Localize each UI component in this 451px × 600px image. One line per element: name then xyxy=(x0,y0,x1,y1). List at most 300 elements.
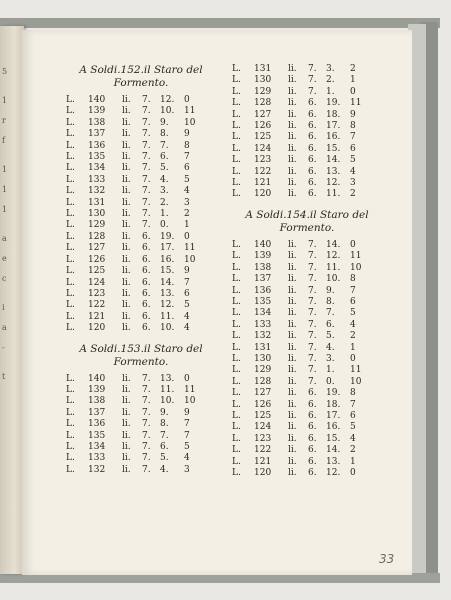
table-row xyxy=(66,243,216,254)
table-row xyxy=(232,98,382,109)
denari-value: 1 xyxy=(350,342,356,353)
lire-mark: li. xyxy=(288,109,297,120)
measure-value: 140 xyxy=(88,95,106,105)
measure-value: 134 xyxy=(88,441,106,452)
soldi-value: 0. xyxy=(160,220,169,231)
lire-value: 6. xyxy=(308,109,317,120)
lire-value: 7. xyxy=(308,262,317,273)
lira-mark: L. xyxy=(232,64,241,74)
denari-value: 2 xyxy=(184,209,190,220)
lira-mark: L. xyxy=(232,143,241,154)
measure-value: 130 xyxy=(254,75,272,86)
soldi-value: 12. xyxy=(326,468,341,478)
denari-value: 5 xyxy=(350,308,356,319)
table-row xyxy=(66,442,216,453)
measure-value: 132 xyxy=(254,331,272,342)
measure-value: 129 xyxy=(254,86,272,97)
facing-page-margin-text xyxy=(2,66,20,391)
soldi-value: 3. xyxy=(326,353,335,364)
denari-value: 5 xyxy=(184,441,190,452)
lire-mark: li. xyxy=(288,285,297,296)
measure-value: 126 xyxy=(254,399,272,410)
soldi-value: 3. xyxy=(326,64,335,74)
lire-value: 7. xyxy=(142,220,151,231)
denari-value: 9 xyxy=(350,109,356,120)
lira-mark: L. xyxy=(232,285,241,296)
lire-mark: li. xyxy=(122,288,131,299)
measure-value: 140 xyxy=(254,239,272,250)
lire-value: 6. xyxy=(142,323,151,334)
soldi-value: 4. xyxy=(326,342,335,353)
measure-value: 128 xyxy=(254,98,272,109)
lira-mark: L. xyxy=(66,117,75,128)
measure-value: 125 xyxy=(254,132,272,143)
measure-value: 121 xyxy=(88,311,106,322)
measure-value: 131 xyxy=(254,64,272,74)
lira-mark: L. xyxy=(232,166,241,177)
denari-value: 8 xyxy=(184,140,190,151)
soldi-value: 11. xyxy=(160,384,175,395)
lire-value: 6. xyxy=(308,422,317,433)
lire-value: 7. xyxy=(142,163,151,174)
lire-value: 7. xyxy=(142,396,151,407)
denari-value: 4 xyxy=(350,166,356,177)
lire-value: 6. xyxy=(308,132,317,143)
margin-mark: 1 xyxy=(2,185,8,194)
measure-value: 130 xyxy=(254,353,272,364)
denari-value: 1 xyxy=(350,456,356,467)
measure-value: 131 xyxy=(254,342,272,353)
measure-value: 132 xyxy=(88,464,106,475)
lire-mark: li. xyxy=(122,453,131,464)
soldi-value: 1. xyxy=(326,86,335,97)
measure-value: 131 xyxy=(88,197,106,208)
lire-mark: li. xyxy=(122,373,131,384)
soldi-value: 10. xyxy=(326,274,341,285)
measure-value: 138 xyxy=(254,262,272,273)
lire-value: 6. xyxy=(308,456,317,467)
lira-mark: L. xyxy=(66,288,75,299)
lire-value: 7. xyxy=(142,152,151,163)
lire-value: 7. xyxy=(142,373,151,384)
lire-mark: li. xyxy=(122,129,131,140)
lire-value: 7. xyxy=(142,419,151,430)
lire-mark: li. xyxy=(122,300,131,311)
table-row xyxy=(232,343,382,354)
lire-value: 7. xyxy=(308,331,317,342)
measure-value: 124 xyxy=(254,422,272,433)
lire-mark: li. xyxy=(122,441,131,452)
lira-mark: L. xyxy=(66,323,75,334)
measure-value: 120 xyxy=(254,468,272,478)
left-column xyxy=(66,64,216,476)
heading-line: A Soldi.154.il Staro del xyxy=(245,208,369,221)
table-row xyxy=(66,118,216,129)
denari-value: 11 xyxy=(184,106,196,117)
measure-value: 121 xyxy=(254,456,272,467)
table-row xyxy=(232,365,382,376)
soldi-value: 9. xyxy=(160,117,169,128)
table-row xyxy=(232,110,382,121)
margin-mark: 1 xyxy=(2,165,8,174)
lire-value: 7. xyxy=(308,342,317,353)
margin-mark: f xyxy=(2,136,5,145)
lira-mark: L. xyxy=(232,274,241,285)
lire-mark: li. xyxy=(288,342,297,353)
soldi-value: 13. xyxy=(160,288,175,299)
measure-value: 127 xyxy=(88,243,106,254)
denari-value: 10 xyxy=(184,117,196,128)
lire-value: 7. xyxy=(308,86,317,97)
lire-mark: li. xyxy=(122,163,131,174)
lire-mark: li. xyxy=(288,121,297,132)
denari-value: 0 xyxy=(350,239,356,250)
measure-value: 138 xyxy=(88,117,106,128)
soldi-value: 16. xyxy=(326,132,341,143)
table-heading xyxy=(66,64,216,90)
measure-value: 136 xyxy=(88,140,106,151)
measure-value: 123 xyxy=(88,288,106,299)
soldi-value: 14. xyxy=(160,277,175,288)
lire-mark: li. xyxy=(288,308,297,319)
denari-value: 4 xyxy=(184,323,190,334)
lira-mark: L. xyxy=(232,388,241,399)
denari-value: 9 xyxy=(184,407,190,418)
measure-value: 128 xyxy=(254,376,272,387)
soldi-value: 8. xyxy=(326,296,335,307)
soldi-value: 4. xyxy=(160,464,169,475)
lire-mark: li. xyxy=(122,140,131,151)
heading-line: Formento. xyxy=(279,221,335,234)
soldi-value: 14. xyxy=(326,239,341,250)
measure-value: 134 xyxy=(254,308,272,319)
lira-mark: L. xyxy=(66,197,75,208)
measure-value: 122 xyxy=(88,300,106,311)
denari-value: 6 xyxy=(350,410,356,421)
measure-value: 124 xyxy=(88,277,106,288)
lira-mark: L. xyxy=(66,441,75,452)
lire-mark: li. xyxy=(288,296,297,307)
table-row xyxy=(66,163,216,174)
heading-line: Formento. xyxy=(113,77,169,89)
measure-value: 135 xyxy=(254,296,272,307)
soldi-value: 18. xyxy=(326,109,341,120)
denari-value: 6 xyxy=(184,288,190,299)
lire-mark: li. xyxy=(122,117,131,128)
measure-value: 139 xyxy=(254,251,272,262)
denari-value: 2 xyxy=(350,331,356,342)
denari-value: 4 xyxy=(184,186,190,197)
soldi-value: 9. xyxy=(160,407,169,418)
lire-value: 7. xyxy=(308,308,317,319)
lire-value: 6. xyxy=(308,143,317,154)
margin-mark: - xyxy=(2,343,5,352)
denari-value: 5 xyxy=(350,422,356,433)
lire-mark: li. xyxy=(122,186,131,197)
lira-mark: L. xyxy=(66,163,75,174)
measure-value: 125 xyxy=(254,410,272,421)
lira-mark: L. xyxy=(232,410,241,421)
lire-value: 6. xyxy=(142,311,151,322)
lira-mark: L. xyxy=(66,277,75,288)
soldi-value: 5. xyxy=(160,163,169,174)
lire-value: 7. xyxy=(308,64,317,74)
lire-mark: li. xyxy=(288,388,297,399)
lire-value: 6. xyxy=(308,410,317,421)
soldi-value: 16. xyxy=(160,254,175,265)
denari-value: 0 xyxy=(184,95,190,105)
lire-value: 6. xyxy=(308,166,317,177)
lire-value: 7. xyxy=(142,464,151,475)
lire-value: 7. xyxy=(142,174,151,185)
lira-mark: L. xyxy=(232,239,241,250)
lire-mark: li. xyxy=(122,152,131,163)
table-row xyxy=(232,87,382,98)
measure-value: 120 xyxy=(254,189,272,200)
denari-value: 4 xyxy=(350,433,356,444)
lire-mark: li. xyxy=(288,143,297,154)
denari-value: 7 xyxy=(184,152,190,163)
table-row xyxy=(232,178,382,189)
denari-value: 4 xyxy=(184,453,190,464)
lire-mark: li. xyxy=(122,254,131,265)
lire-value: 7. xyxy=(142,95,151,105)
lira-mark: L. xyxy=(66,384,75,395)
denari-value: 6 xyxy=(350,296,356,307)
lira-mark: L. xyxy=(66,209,75,220)
lira-mark: L. xyxy=(66,174,75,185)
lire-mark: li. xyxy=(288,353,297,364)
lire-mark: li. xyxy=(288,86,297,97)
denari-value: 4 xyxy=(350,319,356,330)
lira-mark: L. xyxy=(66,266,75,277)
lira-mark: L. xyxy=(232,86,241,97)
table-row xyxy=(66,278,216,289)
measure-value: 129 xyxy=(254,365,272,376)
table-row xyxy=(66,453,216,464)
margin-mark: 1 xyxy=(2,205,8,214)
lira-mark: L. xyxy=(232,98,241,109)
table-row xyxy=(232,144,382,155)
table-row xyxy=(66,300,216,311)
table-row xyxy=(66,396,216,407)
table-row xyxy=(66,152,216,163)
lire-value: 6. xyxy=(142,231,151,242)
lira-mark: L. xyxy=(232,178,241,189)
table-row xyxy=(66,289,216,300)
lira-mark: L. xyxy=(232,75,241,86)
measure-value: 133 xyxy=(88,174,106,185)
denari-value: 8 xyxy=(350,274,356,285)
soldi-value: 12. xyxy=(326,178,341,189)
table-row xyxy=(66,209,216,220)
denari-value: 9 xyxy=(184,266,190,277)
soldi-value: 15. xyxy=(160,266,175,277)
lire-value: 7. xyxy=(142,186,151,197)
page-number: 33 xyxy=(379,552,395,566)
table-row xyxy=(232,251,382,262)
soldi-value: 12. xyxy=(160,300,175,311)
margin-mark: e xyxy=(2,254,7,263)
lira-mark: L. xyxy=(232,308,241,319)
lira-mark: L. xyxy=(66,453,75,464)
lira-mark: L. xyxy=(66,231,75,242)
lire-mark: li. xyxy=(288,445,297,456)
lire-mark: li. xyxy=(288,376,297,387)
lira-mark: L. xyxy=(66,300,75,311)
table-row xyxy=(232,75,382,86)
soldi-value: 2. xyxy=(160,197,169,208)
lira-mark: L. xyxy=(232,353,241,364)
lire-mark: li. xyxy=(122,243,131,254)
margin-mark: r xyxy=(2,116,6,125)
lire-mark: li. xyxy=(122,95,131,105)
table-row xyxy=(232,286,382,297)
table-row xyxy=(232,377,382,388)
margin-mark: t xyxy=(2,372,6,381)
denari-value: 6 xyxy=(350,143,356,154)
lire-mark: li. xyxy=(288,365,297,376)
lire-value: 7. xyxy=(308,239,317,250)
table-row xyxy=(66,465,216,476)
denari-value: 10 xyxy=(350,376,362,387)
lire-value: 6. xyxy=(308,121,317,132)
denari-value: 11 xyxy=(184,384,196,395)
lire-mark: li. xyxy=(288,155,297,166)
measure-value: 130 xyxy=(88,209,106,220)
denari-value: 8 xyxy=(350,121,356,132)
measure-value: 138 xyxy=(88,396,106,407)
soldi-value: 14. xyxy=(326,155,341,166)
table-row xyxy=(232,411,382,422)
margin-mark: 5 xyxy=(2,67,8,76)
table-row xyxy=(232,457,382,468)
soldi-value: 17. xyxy=(326,121,341,132)
lira-mark: L. xyxy=(66,373,75,384)
heading-line: A Soldi.152.il Staro del xyxy=(79,64,203,76)
table-row xyxy=(232,400,382,411)
denari-value: 2 xyxy=(350,445,356,456)
right-column xyxy=(232,64,382,479)
lire-value: 7. xyxy=(308,251,317,262)
measure-value: 125 xyxy=(88,266,106,277)
soldi-value: 12. xyxy=(326,251,341,262)
denari-value: 11 xyxy=(350,98,362,109)
lire-value: 7. xyxy=(308,75,317,86)
lire-mark: li. xyxy=(288,132,297,143)
denari-value: 0 xyxy=(184,231,190,242)
price-table xyxy=(66,374,216,477)
table-row xyxy=(232,434,382,445)
soldi-value: 12. xyxy=(160,95,175,105)
table-row xyxy=(232,468,382,479)
lire-mark: li. xyxy=(122,106,131,117)
lire-value: 7. xyxy=(142,140,151,151)
measure-value: 134 xyxy=(88,163,106,174)
lire-mark: li. xyxy=(288,422,297,433)
soldi-value: 13. xyxy=(326,166,341,177)
measure-value: 137 xyxy=(254,274,272,285)
measure-value: 123 xyxy=(254,155,272,166)
lire-mark: li. xyxy=(122,419,131,430)
table-row xyxy=(232,155,382,166)
lire-value: 6. xyxy=(142,300,151,311)
denari-value: 5 xyxy=(350,155,356,166)
lira-mark: L. xyxy=(232,331,241,342)
margin-mark: a xyxy=(2,323,7,332)
denari-value: 11 xyxy=(350,365,362,376)
measure-value: 126 xyxy=(88,254,106,265)
measure-value: 139 xyxy=(88,106,106,117)
lire-value: 7. xyxy=(308,319,317,330)
lire-value: 6. xyxy=(308,433,317,444)
measure-value: 122 xyxy=(254,445,272,456)
lire-value: 7. xyxy=(142,453,151,464)
lira-mark: L. xyxy=(66,407,75,418)
soldi-value: 8. xyxy=(160,129,169,140)
soldi-value: 13. xyxy=(326,456,341,467)
lire-value: 6. xyxy=(142,254,151,265)
table-heading xyxy=(232,209,382,235)
lire-mark: li. xyxy=(288,239,297,250)
table-row xyxy=(66,266,216,277)
lire-value: 7. xyxy=(308,365,317,376)
denari-value: 8 xyxy=(350,388,356,399)
measure-value: 121 xyxy=(254,178,272,189)
lira-mark: L. xyxy=(232,189,241,200)
soldi-value: 18. xyxy=(326,399,341,410)
margin-mark: 1 xyxy=(2,96,8,105)
measure-value: 122 xyxy=(254,166,272,177)
lire-mark: li. xyxy=(122,266,131,277)
price-table xyxy=(232,240,382,480)
lira-mark: L. xyxy=(232,262,241,273)
cover-top-edge xyxy=(0,18,440,28)
table-row xyxy=(232,297,382,308)
lire-mark: li. xyxy=(122,384,131,395)
lire-mark: li. xyxy=(288,166,297,177)
lira-mark: L. xyxy=(66,220,75,231)
table-row xyxy=(66,323,216,334)
lire-mark: li. xyxy=(122,464,131,475)
measure-value: 128 xyxy=(88,231,106,242)
lire-value: 7. xyxy=(308,285,317,296)
lire-mark: li. xyxy=(288,399,297,410)
soldi-value: 11. xyxy=(326,189,341,200)
measure-value: 126 xyxy=(254,121,272,132)
lire-mark: li. xyxy=(288,75,297,86)
lira-mark: L. xyxy=(66,311,75,322)
lira-mark: L. xyxy=(232,319,241,330)
table-row xyxy=(66,255,216,266)
denari-value: 10 xyxy=(184,396,196,407)
denari-value: 7 xyxy=(350,285,356,296)
lire-value: 7. xyxy=(142,197,151,208)
lire-value: 7. xyxy=(142,384,151,395)
soldi-value: 6. xyxy=(160,152,169,163)
margin-mark: i xyxy=(2,303,5,312)
table-row xyxy=(66,175,216,186)
lire-mark: li. xyxy=(122,323,131,334)
denari-value: 7 xyxy=(184,430,190,441)
table-heading xyxy=(66,343,216,369)
table-row xyxy=(66,220,216,231)
margin-mark: a xyxy=(2,234,7,243)
lire-value: 6. xyxy=(142,288,151,299)
denari-value: 10 xyxy=(184,254,196,265)
lire-value: 7. xyxy=(142,106,151,117)
soldi-value: 6. xyxy=(326,319,335,330)
